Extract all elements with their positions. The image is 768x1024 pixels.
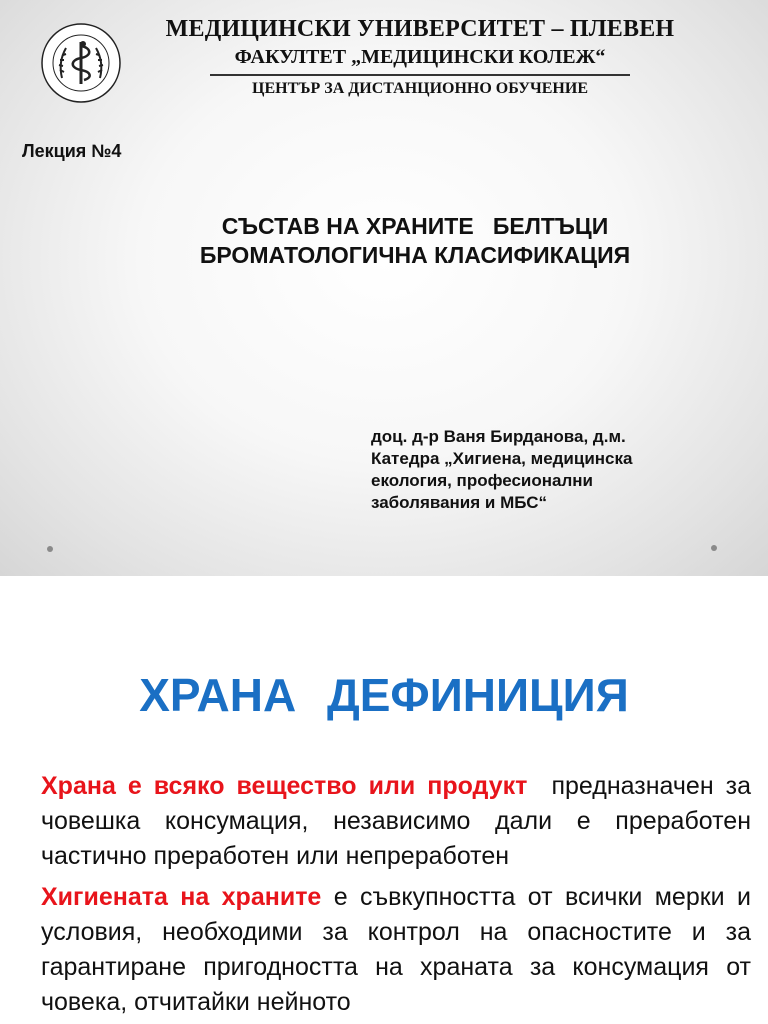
university-seal-icon	[40, 22, 122, 104]
center-name: ЦЕНТЪР ЗА ДИСТАНЦИОННО ОБУЧЕНИЕ	[252, 80, 588, 97]
food-definition-paragraph	[41, 769, 765, 874]
slide-dot-right	[711, 545, 717, 551]
author-name: доц. д-р Ваня Бирданова, д.м.	[371, 427, 626, 446]
author-block	[371, 426, 751, 514]
lecture-number: Лекция №4	[22, 141, 122, 161]
header-divider	[210, 74, 630, 76]
food-definition-text: предназначен за човешка консумация, независимо дали е преработен частично преработен или непреработен	[41, 772, 765, 870]
department-line: Катедра „Хигиена, медицинска	[371, 449, 633, 468]
department-line: заболявания и МБС“	[371, 493, 548, 512]
lecture-title-line-2: БРОМАТОЛОГИЧНА КЛАСИФИКАЦИЯ	[199, 242, 631, 268]
university-name: МЕДИЦИНСКИ УНИВЕРСИТЕТ – ПЛЕВЕН	[165, 16, 675, 42]
definition-heading: ХРАНА ДЕФИНИЦИЯ	[139, 669, 629, 721]
food-hygiene-text: е съвкупността от всички мерки и условия, необходими за контрол на опасностите и за гарантиране пригодността на храната за консумация от човека, отчитайки нейното	[41, 883, 751, 1016]
faculty-name: ФАКУЛТЕТ „МЕДИЦИНСКИ КОЛЕЖ“	[234, 46, 606, 68]
food-definition-term: Храна е всяко вещество или продукт	[41, 772, 528, 800]
lecture-title-line-1: СЪСТАВ НА ХРАНИТЕ БЕЛТЪЦИ	[221, 213, 609, 239]
food-hygiene-paragraph	[41, 880, 751, 1020]
food-hygiene-term: Хигиената на храните	[41, 883, 322, 911]
lecture-title	[140, 212, 690, 270]
slide-dot-left	[47, 546, 53, 552]
department-line: екология, професионални	[371, 471, 594, 490]
